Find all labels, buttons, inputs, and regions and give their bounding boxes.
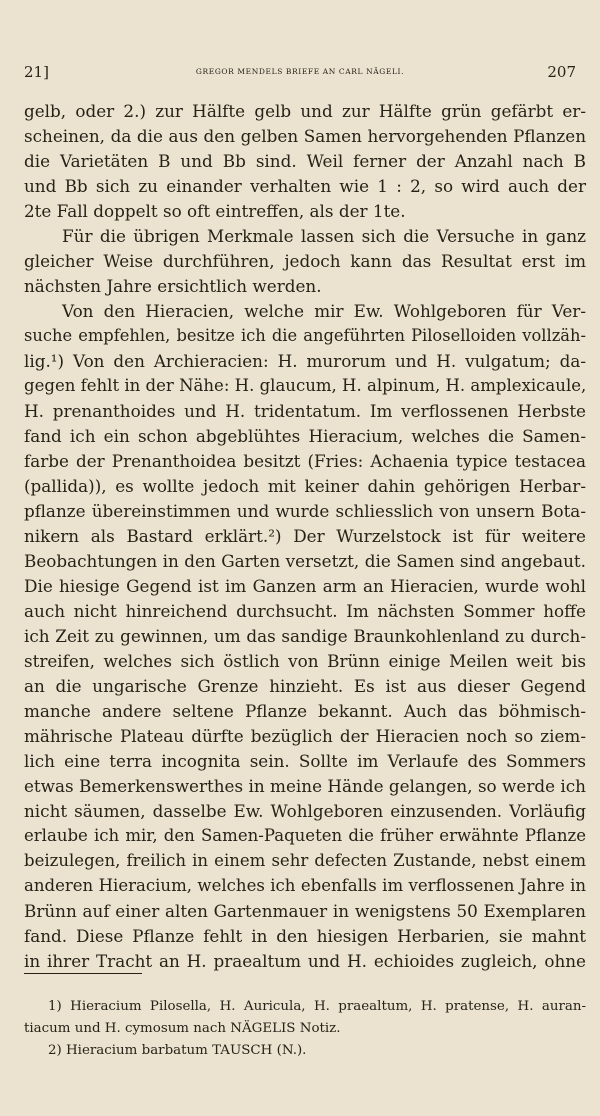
footnote-line: 2) Hieracium barbatum TAUSCH (N.). [48, 1043, 307, 1058]
running-title: GREGOR MENDELS BRIEFE AN CARL NÄGELI. [195, 67, 405, 76]
text-line: (pallida)), es wollte jedoch mit keiner dahin gehörigen Herbar- [24, 476, 586, 496]
text-line: etwas Bemerkenswerthes in meine Hände gelangen, so werde ich [24, 776, 586, 796]
text-line: nächsten Jahre ersichtlich werden. [24, 276, 322, 296]
text-line: farbe der Prenanthoidea besitzt (Fries: Achaenia typice testacea [24, 451, 586, 471]
text-line: und Bb sich zu einander verhalten wie 1 : 2, so wird auch der [24, 176, 586, 196]
text-line: fand ich ein schon abgeblühtes Hieracium, welches die Samen- [24, 426, 586, 446]
footnote-line: 1) Hieracium Pilosella, H. Auricula, H. praealtum, H. pratense, H. auran- [48, 999, 586, 1014]
section-number: 21] [24, 63, 49, 81]
text-line: auch nicht hinreichend durchsucht. Im nächsten Sommer hoffe [24, 601, 586, 621]
text-line: nicht säumen, dasselbe Ew. Wohlgeboren einzusenden. Vorläufig [24, 801, 586, 821]
text-line: in ihrer Tracht an H. praealtum und H. echioides zugleich, ohne [24, 951, 586, 971]
text-line: streifen, welches sich östlich von Brünn einige Meilen weit bis [24, 651, 586, 671]
footnote-line: tiacum und H. cymosum nach NÄGELIS Notiz. [24, 1021, 341, 1036]
text-line: gelb, oder 2.) zur Hälfte gelb und zur Hälfte grün gefärbt er- [24, 101, 586, 121]
text-line: Brünn auf einer alten Gartenmauer in wenigstens 50 Exemplaren [24, 901, 586, 921]
text-line: Die hiesige Gegend ist im Ganzen arm an Hieracien, wurde wohl [24, 576, 586, 596]
text-line: manche andere seltene Pflanze bekannt. Auch das böhmisch- [24, 701, 586, 721]
text-line: lich eine terra incognita sein. Sollte im Verlaufe des Sommers [24, 751, 586, 771]
text-line: an die ungarische Grenze hinzieht. Es ist aus dieser Gegend [24, 676, 586, 696]
text-line: Beobachtungen in den Garten versetzt, die Samen sind angebaut. [24, 551, 586, 571]
text-line: nikern als Bastard erklärt.²) Der Wurzelstock ist für weitere [24, 526, 586, 546]
text-line: pflanze übereinstimmen und wurde schliesslich von unsern Bota- [24, 501, 586, 521]
text-line: gegen fehlt in der Nähe: H. glaucum, H. alpinum, H. amplexicaule, [24, 376, 587, 395]
text-line: lig.¹) Von den Archieracien: H. murorum und H. vulgatum; da- [24, 351, 586, 371]
text-line: anderen Hieracium, welches ich ebenfalls im verflossenen Jahre in [24, 876, 586, 895]
text-line: die Varietäten B und Bb sind. Weil ferner der Anzahl nach B [24, 151, 586, 171]
text-line: suche empfehlen, besitze ich die angeführten Piloselloiden vollzäh- [24, 326, 586, 345]
text-line: 2te Fall doppelt so oft eintreffen, als der 1te. [24, 201, 406, 221]
text-line: beizulegen, freilich in einem sehr defecten Zustande, nebst einem [24, 851, 586, 870]
text-line: mährische Plateau dürfte bezüglich der Hieracien noch so ziem- [24, 726, 586, 746]
text-line: Für die übrigen Merkmale lassen sich die Versuche in ganz [62, 226, 586, 246]
text-line: scheinen, da die aus den gelben Samen hervorgehenden Pflanzen [24, 126, 586, 146]
text-line: ich Zeit zu gewinnen, um das sandige Braunkohlenland zu durch- [24, 626, 586, 646]
text-line: Von den Hieracien, welche mir Ew. Wohlgeboren für Ver- [62, 301, 586, 321]
footnote-divider [24, 973, 142, 974]
text-line: H. prenanthoides und H. tridentatum. Im verflossenen Herbste [24, 401, 586, 421]
text-line: erlaube ich mir, den Samen-Paqueten die früher erwähnte Pflanze [24, 826, 586, 845]
text-line: fand. Diese Pflanze fehlt in den hiesigen Herbarien, sie mahnt [24, 926, 586, 946]
page-number: 207 [547, 63, 576, 81]
text-line: gleicher Weise durchführen, jedoch kann das Resultat erst im [24, 251, 586, 271]
